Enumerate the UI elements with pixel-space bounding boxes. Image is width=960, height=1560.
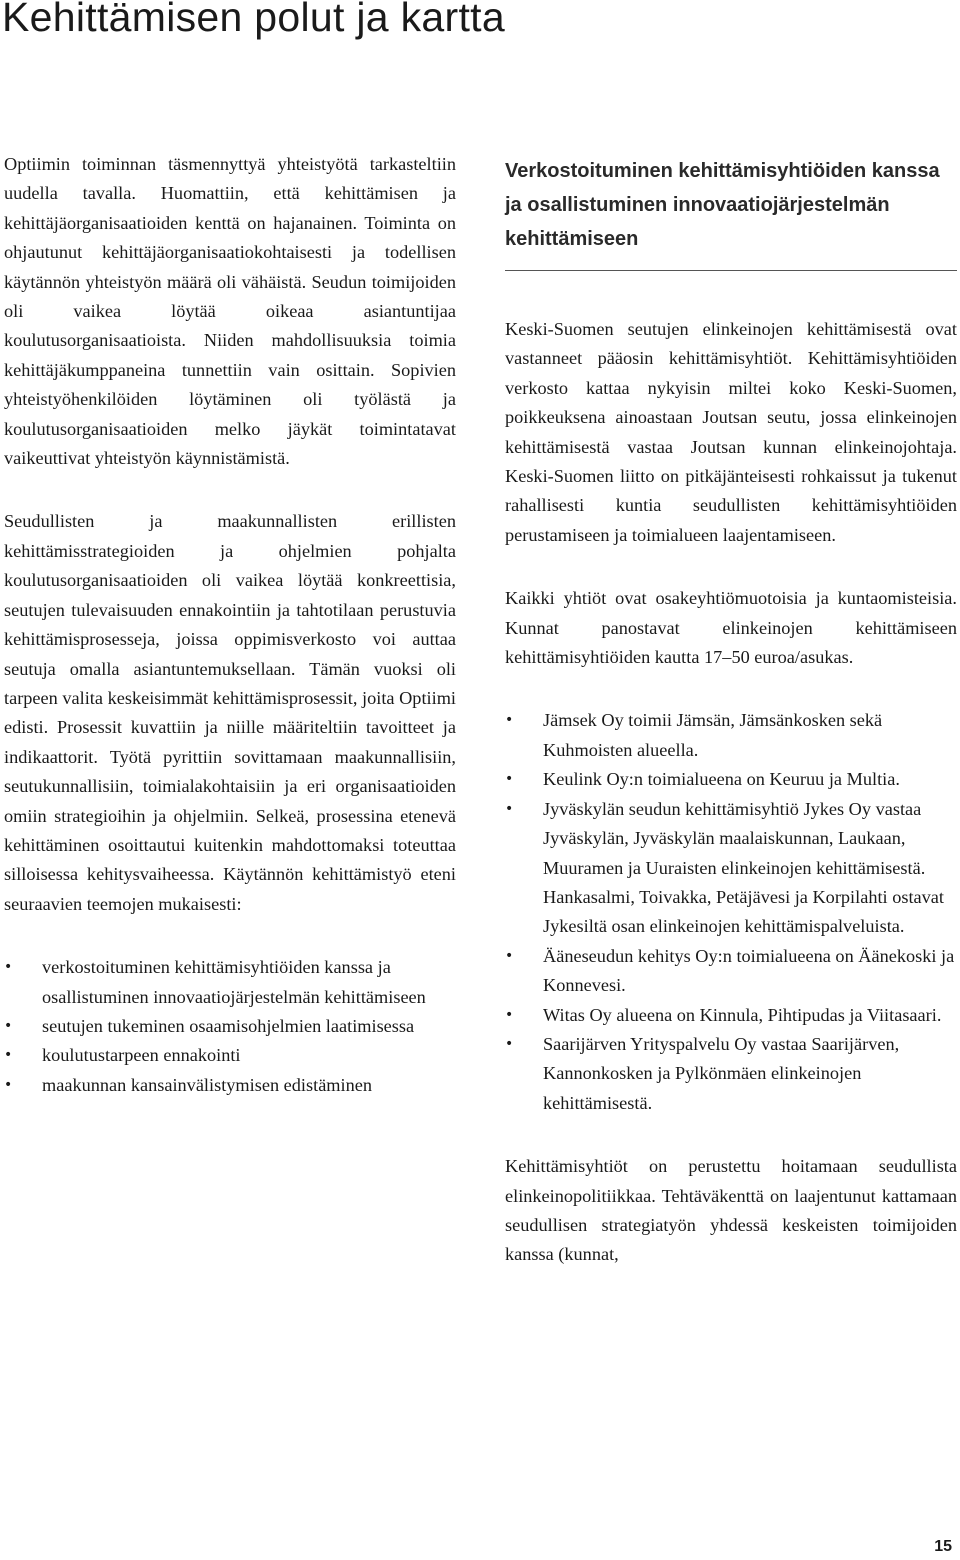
list-item <box>505 765 957 794</box>
section-heading: Verkostoituminen kehittämisyhtiöiden kanssa ja osallistuminen innovaatiojärjestelmän kehittämiseen <box>505 160 940 250</box>
list-item <box>505 1001 957 1030</box>
body-paragraph: Kehittämisyhtiöt on perustettu hoitamaan seudullista elinkeinopolitiikkaa. Tehtäväkenttä on laajentunut kattamaan seudullisen strategiatyön yhdessä keskeisten toimijoiden kanssa (kunnat, <box>505 1156 957 1265</box>
bullet-icon: • <box>505 1006 514 1023</box>
bullet-icon: • <box>505 800 514 817</box>
list-item-text: Jämsek Oy toimii Jämsän, Jämsänkosken sekä Kuhmoisten alueella. <box>543 710 883 760</box>
page-number: 15 <box>934 1538 952 1555</box>
body-paragraph: Seudullisten ja maakunnallisten erillisten kehittämisstrategioiden ja ohjelmien pohjalta koulutusorganisaatioiden oli vaikea löytää konkreettisia, seutujen tulevaisuuden ennakointiin ja tahtotilaan perustuvia kehittämisprosesseja, joissa oppimisverkosto voi auttaa seutuja omalla asiantuntemuksellaan. Tämän vuoksi oli tarpeen valita keskeisimmät kehittämisprosessit, joita Optiimi edisti. Prosessit kuvattiin ja niille määriteltiin tavoitteet ja indikaattorit. Työtä pyrittiin sovittamaan maakunnallisiin, seutukunnallisiin, toimialakohtaisiin ja eri organisaatioiden omiin strategioihin ja ohjelmiin. Selkeä, prosessina etenevä kehittäminen osoittautui kuitenkin mahdottomaksi toteuttaa silloisessa kehitysvaiheessa. Käytännön kehittämistyö eteni seuraavien teemojen mukaisesti: <box>4 511 456 914</box>
list-item-text: Saarijärven Yrityspalvelu Oy vastaa Saarijärven, Kannonkosken ja Pylkönmäen elinkeinojen kehittämisestä. <box>543 1033 900 1113</box>
page-title: Kehittämisen polut ja kartta <box>2 0 505 40</box>
left-column <box>4 150 456 1134</box>
body-paragraph: Optiimin toiminnan täsmennyttyä yhteistyötä tarkasteltiin uudella tavalla. Huomattiin, että kehittämisen ja kehittäjäorganisaatioiden kenttä on hajanainen. Toiminta on ohjautunut kehittäjäorganisaatiokohtaisesti ja todellisen käytännön yhteistyön määrä oli vähäistä. Seudun toimijoiden oli vaikea löytää oikeaa asiantuntijaa koulutusorganisaatioista. Niiden mahdollisuuksia toimia kehittäjäkumppaneina tunnettiin vain osittain. Sopivien yhteistyöhenkilöiden löytäminen oli työlästä ja koulutusorganisaatioiden melko jäykät toimintatavat vaikeuttivat yhteistyön käynnistämistä. <box>4 154 456 469</box>
right-column <box>505 150 957 1304</box>
section-divider <box>505 270 957 271</box>
list-item <box>4 1012 456 1041</box>
list-item <box>4 1041 456 1070</box>
list-item-text: maakunnan kansainvälistymisen edistäminen <box>42 1074 372 1095</box>
list-item <box>505 1030 957 1118</box>
theme-list <box>4 953 456 1100</box>
list-item-text: seutujen tukeminen osaamisohjelmien laatimisessa <box>42 1015 415 1036</box>
list-item-text: koulutustarpeen ennakointi <box>42 1045 241 1066</box>
list-item <box>4 953 456 1012</box>
bullet-icon: • <box>4 1047 13 1064</box>
body-paragraph: Kaikki yhtiöt ovat osakeyhtiömuotoisia ja kuntaomisteisia. Kunnat panostavat elinkeinojen kehittämiseen kehittämisyhtiöiden kautta 17–50 euroa/asukas. <box>505 588 957 668</box>
list-item-text: verkostoituminen kehittämisyhtiöiden kanssa ja osallistuminen innovaatiojärjestelmän kehittämiseen <box>42 957 426 1007</box>
bullet-icon: • <box>4 1076 13 1093</box>
list-item-text: Keulink Oy:n toimialueena on Keuruu ja Multia. <box>543 769 900 790</box>
list-item-text: Jyväskylän seudun kehittämisyhtiö Jykes Oy vastaa Jyväskylän, Jyväskylän maalaiskunnan, Laukaan, Muuramen ja Uuraisten elinkeinojen kehittämisestä. Hankasalmi, Toivakka, Petäjävesi ja Korpilahti ostavat Jykesiltä osan elinkeinojen kehittämispalveluista. <box>543 798 944 937</box>
company-list <box>505 706 957 1118</box>
bullet-icon: • <box>4 959 13 976</box>
list-item-text: Ääneseudun kehitys Oy:n toimialueena on Äänekoski ja Konnevesi. <box>543 945 955 996</box>
list-item <box>4 1071 456 1100</box>
bullet-icon: • <box>505 712 514 729</box>
list-item <box>505 795 957 942</box>
bullet-icon: • <box>505 947 514 964</box>
list-item <box>505 706 957 765</box>
bullet-icon: • <box>4 1017 13 1034</box>
body-paragraph: Keski-Suomen seutujen elinkeinojen kehittämisestä ovat vastanneet pääosin kehittämisyhtiöt. Kehittämisyhtiöiden verkosto kattaa nykyisin miltei koko Keski-Suomen, poikkeuksena ainoastaan Joutsan seutu, jossa elinkeinojen kehittämisestä vastaa Joutsan kunnan elinkeinojohtaja. Keski-Suomen liitto on pitkäjänteisesti rohkaissut ja tukenut rahallisesti kuntia seudullisten kehittämisyhtiöiden perustamiseen ja toimialueen laajentamiseen. <box>505 319 957 545</box>
bullet-icon: • <box>505 1035 514 1052</box>
bullet-icon: • <box>505 771 514 788</box>
list-item <box>505 942 957 1001</box>
list-item-text: Witas Oy alueena on Kinnula, Pihtipudas ja Viitasaari. <box>543 1004 942 1025</box>
